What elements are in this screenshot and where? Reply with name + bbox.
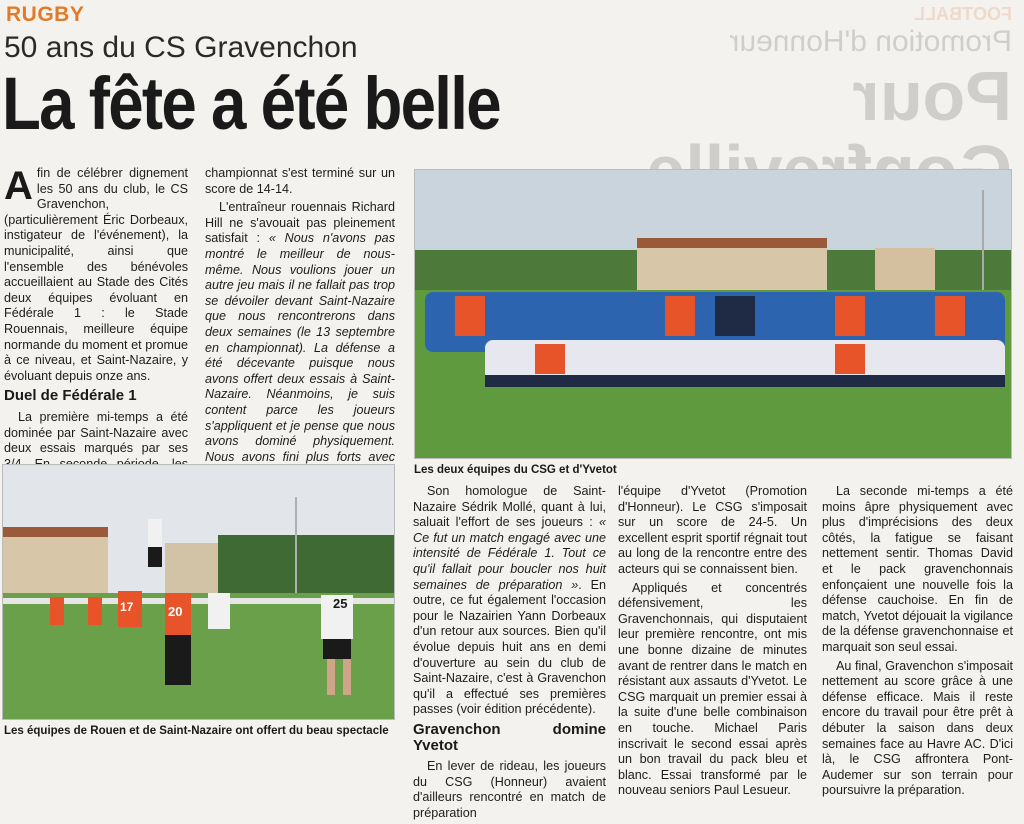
ghost-headline: Pour — [852, 57, 1012, 135]
subheading-gravenchon: Gravenchon domine Yvetot — [413, 720, 606, 754]
match-photo — [2, 464, 395, 720]
col2-paragraph-1: championnat s'est terminé sur un score de 14-14. — [205, 166, 395, 196]
team-photo-illustration — [415, 170, 1011, 458]
section-label: RUGBY — [6, 3, 85, 26]
match-photo-caption: Les équipes de Rouen et de Saint-Nazaire ont offert du beau spectacle — [4, 725, 389, 737]
team-photo — [414, 169, 1012, 459]
reverse-page-show-through — [512, 4, 1012, 154]
jersey-number-17: 17 — [120, 600, 134, 614]
col4-paragraph-2: Appliqués et concentrés défensivement, les Gravenchonnais, qui disputaient leur première rencontre, ont mis une bonne dizaine de minutes avant de rentrer dans le match en résistant aux assauts d'Yvetot. Le CSG marquait un premier essai à la suite d'une belle combinaison en touche. Michael Paris inscrivait le second essai après un bon travail du pack bleu et blanc. Essai transformé par le nouveau seniors Paul Lesueur. — [618, 580, 807, 798]
col3-text-c: . En outre, ce fut également l'occasion pour le Nazairien Yann Dorbeaux d'un retour aux sources. Bien qu'il évolue depuis huit ans en demi d'ouverture au sein du club de Saint-Nazaire, c'est à Gravenchon qu'il a effectué ses premières passes (voir édition précédente). — [413, 577, 607, 717]
ghost-section: FOOTBALL — [914, 4, 1012, 24]
col4-paragraph-1: l'équipe d'Yvetot (Promotion d'Honneur). Le CSG s'imposait sur un score de 24-5. Un excellent esprit sportif régnait tout au long de la rencontre entre des acteurs qui se connaissent bien. — [618, 484, 807, 576]
article-column-4 — [618, 484, 807, 802]
col3-text-a: Son homologue de Saint-Nazaire Sédrik Mollé, quant à lui, saluait l'effort de ses joueurs : — [413, 484, 606, 530]
drop-cap: A — [4, 164, 33, 208]
ghost-subtitle: Promotion d'Honneur — [729, 25, 1012, 58]
article-headline: La fête a été belle — [2, 62, 500, 145]
article-column-5 — [822, 484, 1013, 802]
jersey-number-25: 25 — [333, 596, 348, 611]
team-players-front-row — [485, 340, 1005, 387]
col3-quote: « Ce fut un match engagé avec une intensité de Fédérale 1. Tout ce qu'il fallait pour boucler nos huit semaines de préparation » — [413, 515, 606, 592]
col1-paragraph-2: La première mi-temps a été dominée par Saint-Nazaire avec deux essais marqués par ses — [4, 409, 188, 456]
article-subtitle: 50 ans du CS Gravenchon — [4, 31, 358, 64]
col2-text-a: L'entraîneur rouennais Richard Hill ne s'avouait pas pleinement satisfait : — [205, 200, 395, 246]
subheading-duel: Duel de Fédérale 1 — [4, 387, 137, 405]
team-photo-caption: Les deux équipes du CSG et d'Yvetot — [414, 464, 617, 476]
col5-paragraph-1: La seconde mi-temps a été moins âpre physiquement avec plus d'imprécisions des deux côtés, la fatigue se faisant nettement sentir. Thomas David et le pack gravenchonnais enfonçaient une nouvelle fois la défense cauchoise. En fin de match, Yvetot déjouait la vigilance de la défense gravenchonnaise et marquait son seul essai. — [822, 484, 1013, 654]
match-photo-illustration — [3, 465, 394, 719]
col2-quote: « Nous n'avons pas montré le meilleur de nous-même. Nous voulions jouer un autre jeu mais il ne fallait pas trop se dévoiler devant Saint-Nazaire que nous rencontrerons dans deux semaines (le 13 septembre en championnat). La défense a été décevante puisque nous avons offert deux essais à Saint-Nazaire. Néanmoins, je suis content parce les joueurs s'appliquent et je pense que nous avons dominé physiquement. Nous avons fini plus forts avec — [205, 231, 395, 464]
article-column-3 — [413, 484, 606, 824]
col5-paragraph-2: Au final, Gravenchon s'imposait nettement au score grâce à une défense efficace. Mais il reste encore du travail pour être prêt à débuter la saison dans deux semaines face au Havre AC. D'ici là, le CSG affrontera Pont-Audemer sur son terrain pour poursuivre la préparation. — [822, 658, 1013, 798]
jersey-number-20: 20 — [168, 604, 183, 619]
col3-paragraph-2: En lever de rideau, les joueurs du CSG (Honneur) avaient d'ailleurs rencontré en match de préparation — [413, 759, 606, 820]
col1-paragraph-1: fin de célébrer dignement les 50 ans du club, le CS Gravenchon, (particulièrement Éric Dorbeaux, instigateur de l'événement), la municipalité, ainsi que l'ensemble des bénévoles accueillaient au Stade des Cités deux équipes évoluant en Fédérale 1 : le Stade Rouennais, meilleure équipe normande du moment et promue à ce niveau, et Saint-Nazaire, y évoluant depuis onze ans. — [4, 166, 188, 383]
